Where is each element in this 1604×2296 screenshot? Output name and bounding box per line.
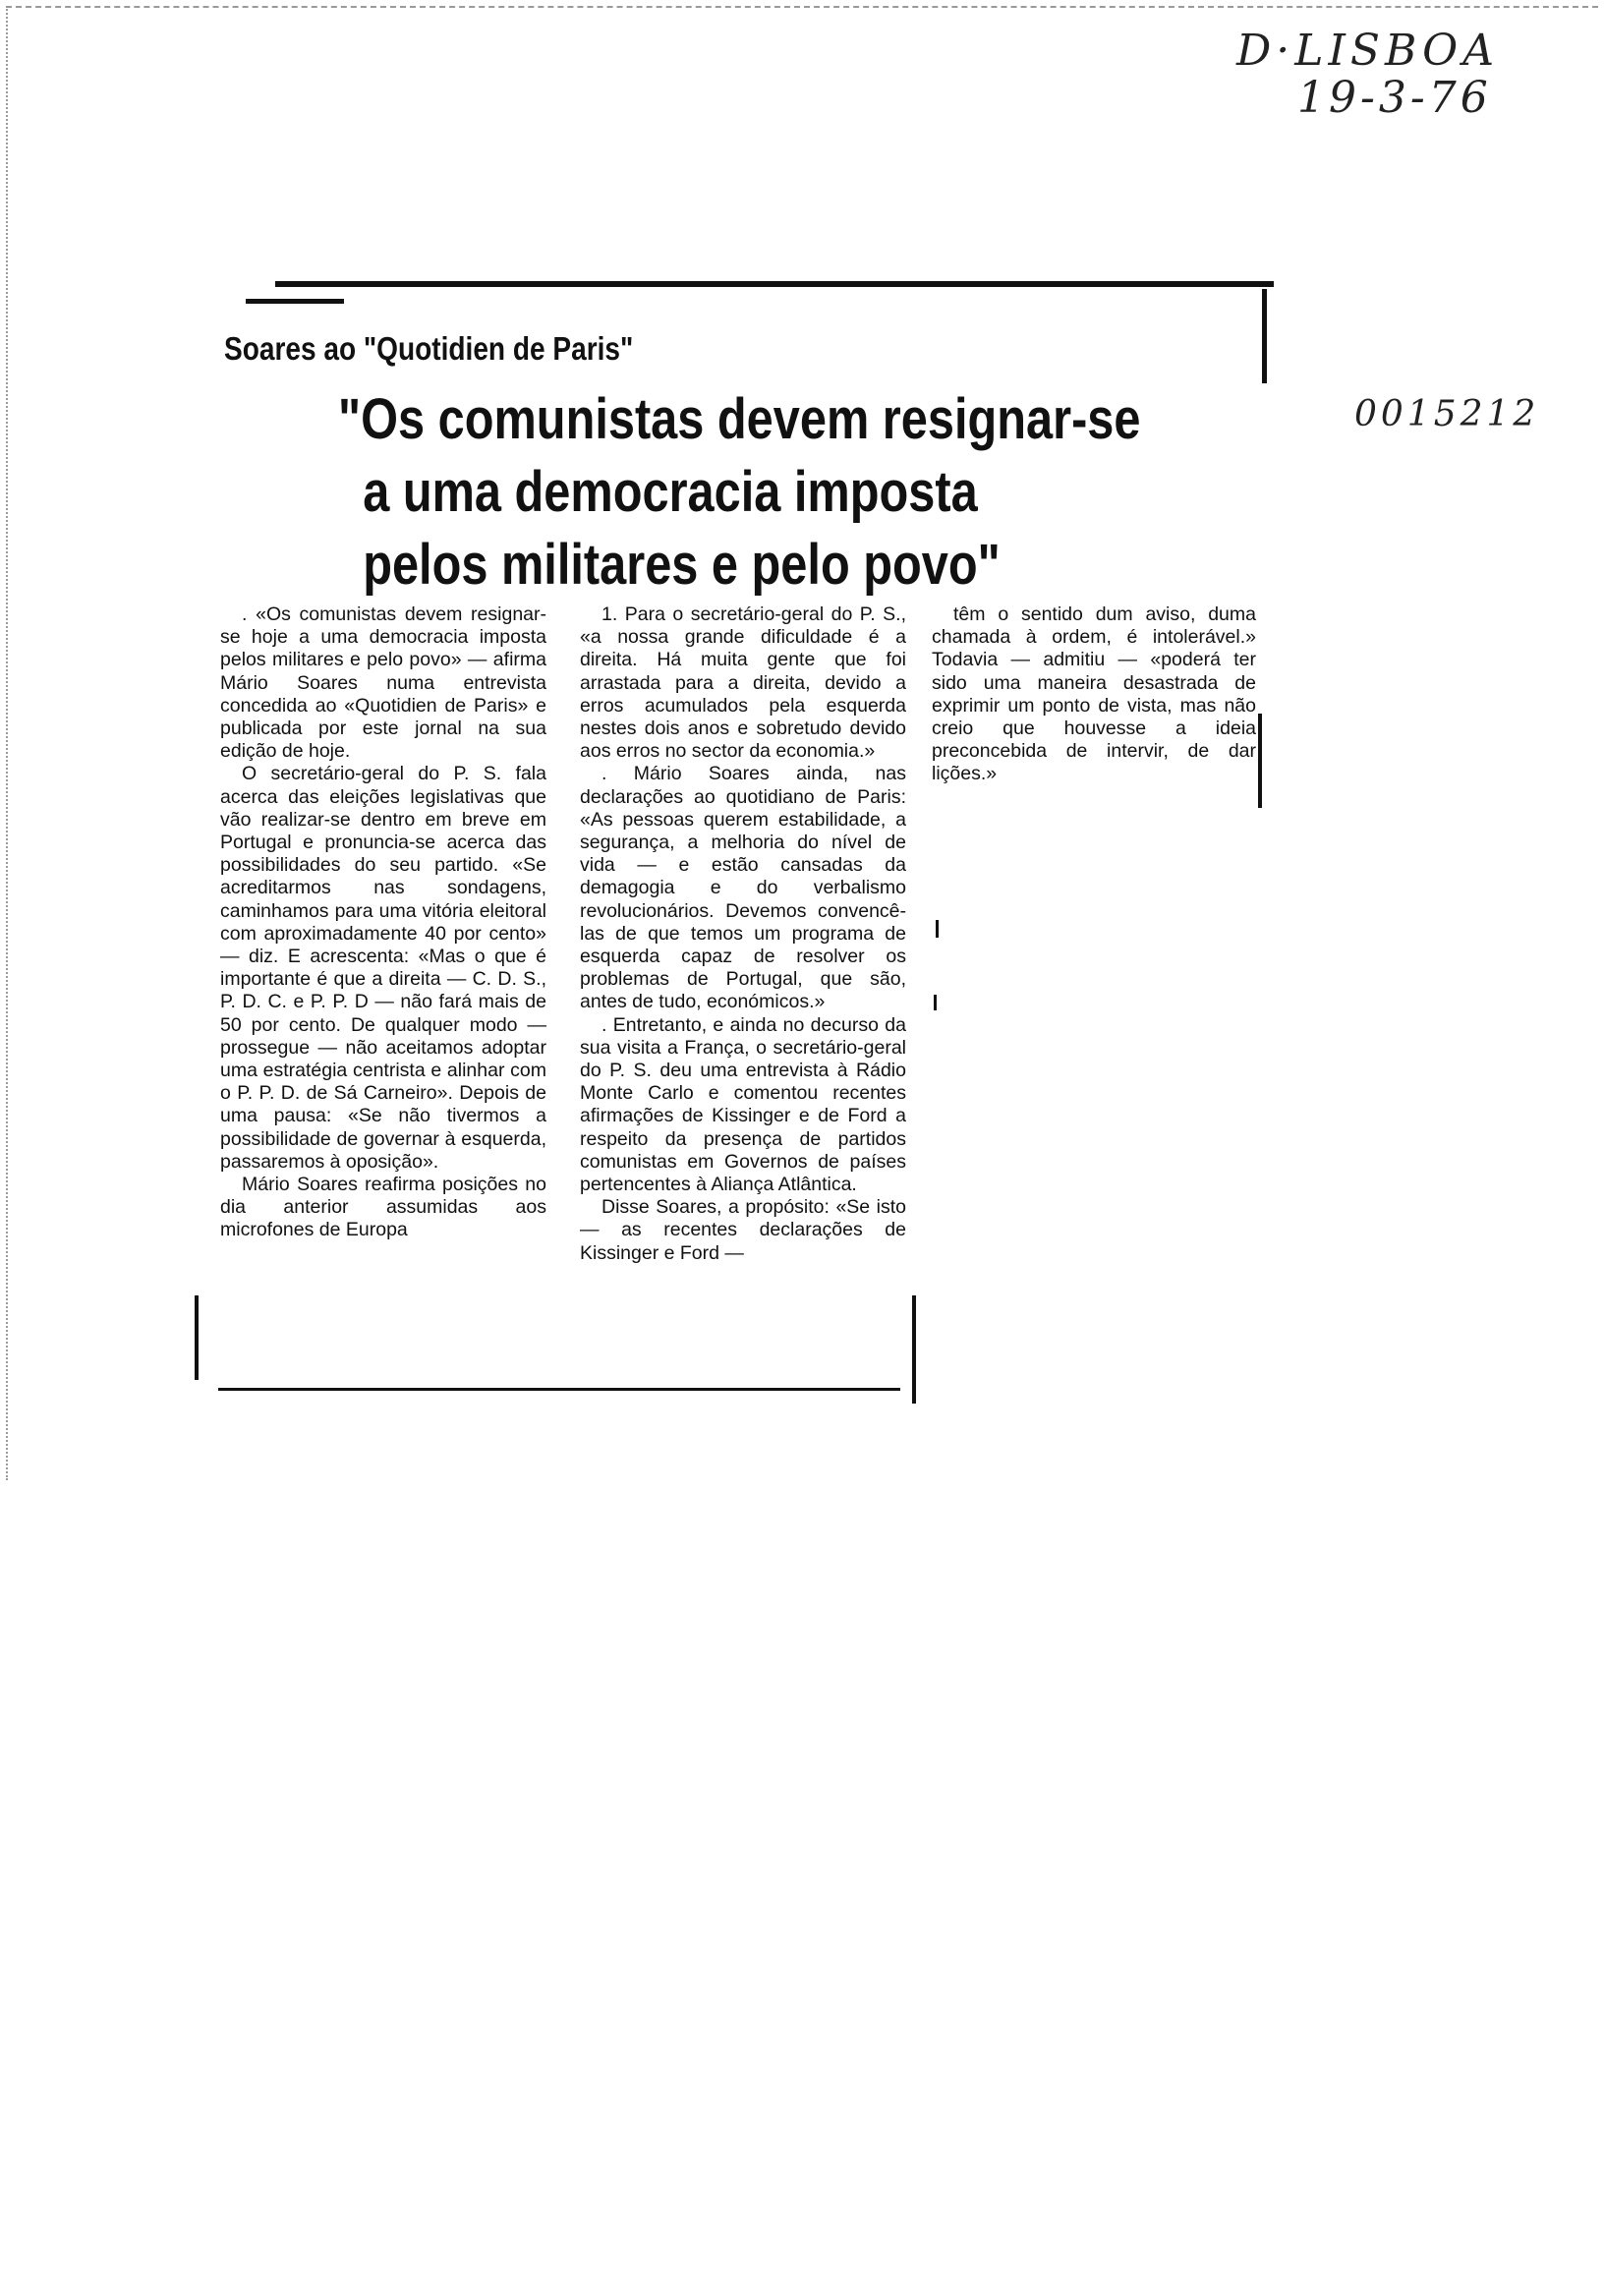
paragraph: Mário Soares reafirma posições no dia anterior assumidas aos microfones de Europa — [220, 1174, 546, 1241]
article-headline — [338, 383, 1140, 602]
margin-mark — [934, 995, 937, 1010]
paragraph: O secretário-geral do P. S. fala acerca das eleições legislativas que vão realizar-se dentro em breve em Portugal e pronuncia-se acerca das possibilidades do seu partido. «Se acreditarmos nas sondagens, caminhamos para uma vitória eleitoral com aproximadamente 40 por cento» — diz. E acrescenta: «Mas o que é importante é que a direita — C. D. S., P. D. C. e P. P. D — não fará mais de 50 por cento. De qualquer modo — prossegue — não aceitamos adoptar uma estratégia centrista e alinhar com o P. P. D. de Sá Carneiro». Depois de uma pausa: «Se não tivermos a possibilidade de governar à esquerda, passaremos à oposição». — [220, 763, 546, 1173]
handwritten-date: 19-3-76 — [1297, 73, 1492, 123]
headline-line-2: a uma democracia imposta — [363, 460, 978, 524]
paragraph: 1. Para o secretário-geral do P. S., «a nossa grande dificuldade é a direita. Há muita gente que foi arrastada para a direita, devido a erros acumulados pela esquerda nestes dois anos e sobretudo devido aos erros no sector da economia.» — [580, 603, 906, 763]
paragraph: têm o sentido dum aviso, duma chamada à ordem, é intolerável.» Todavia — admitiu — «poderá ter sido uma maneira desastrada de exprimir um ponto de vista, mas não creio que houvesse a ideia preconcebida de intervir, de dar lições.» — [932, 603, 1256, 785]
paragraph: . Entretanto, e ainda no decurso da sua visita a França, o secretário-geral do P. S. deu uma entrevista à Rádio Monte Carlo e comentou recentes afirmações de Kissinger e de Ford a respeito da presença de partidos comunistas em Governos de países pertencentes à Aliança Atlântica. — [580, 1013, 906, 1196]
article-column-1 — [220, 603, 546, 1242]
paragraph: . Mário Soares ainda, nas declarações ao quotidiano de Paris: «As pessoas querem estabilidade, a segurança, a melhoria do nível de vida — e estão cansadas da demagogia e do verbalismo revolucionários. Devemos convencê-las de que temos um programa de esquerda capaz de resolver os problemas de Portugal, que são, antes de tudo, económicos.» — [580, 763, 906, 1013]
article-column-3 — [932, 603, 1256, 786]
top-rule — [275, 281, 1274, 287]
top-dash — [246, 299, 344, 304]
handwritten-reference: 0015212 — [1354, 394, 1540, 434]
margin-mark — [195, 1295, 199, 1380]
handwritten-source: D·LISBOA — [1236, 26, 1500, 76]
bottom-rule — [218, 1388, 900, 1391]
headline-line-1: "Os comunistas devem resignar-se — [338, 387, 1141, 451]
margin-mark — [936, 920, 939, 938]
headline-line-3: pelos militares e pelo povo" — [363, 533, 1001, 597]
article-kicker: Soares ao "Quotidien de Paris" — [224, 330, 634, 367]
paragraph: . «Os comunistas devem resignar-se hoje a uma democracia imposta pelos militares e pelo povo» — afirma Mário Soares numa entrevista concedida ao «Quotidien de Paris» e publicada por este jornal na sua edição de hoje. — [220, 603, 546, 763]
scan-edge-top — [6, 6, 1598, 8]
scan-edge-left — [6, 6, 8, 1480]
article-column-2 — [580, 603, 906, 1265]
paragraph: Disse Soares, a propósito: «Se isto — as recentes declarações de Kissinger e Ford — — [580, 1196, 906, 1264]
right-bracket-bar — [1262, 289, 1267, 383]
margin-mark — [912, 1295, 916, 1404]
margin-mark — [1258, 714, 1262, 808]
